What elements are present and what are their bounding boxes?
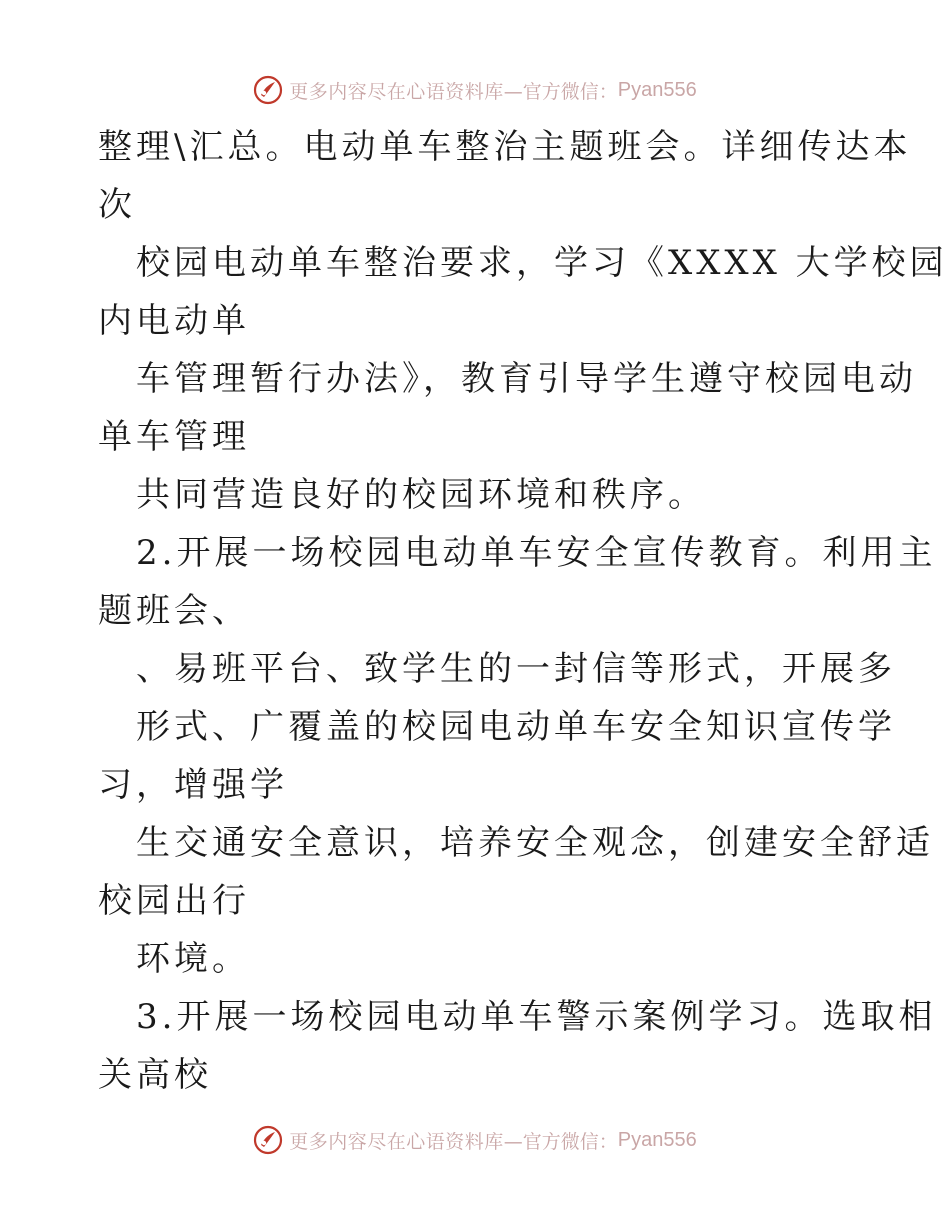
body-line: 整理\汇总。电动单车整治主题班会。详细传达本 bbox=[98, 127, 912, 167]
footer-banner-wechat-id: Pyan556 bbox=[617, 1128, 697, 1151]
footer-watermark-banner bbox=[0, 1120, 950, 1160]
header-watermark-banner bbox=[0, 70, 950, 110]
body-line: 习，增强学 bbox=[98, 765, 288, 805]
body-line: 校园出行 bbox=[98, 881, 250, 921]
header-banner-wechat-id: Pyan556 bbox=[617, 78, 697, 101]
body-line: 关高校 bbox=[98, 1055, 212, 1095]
brand-logo-icon bbox=[253, 1125, 283, 1155]
footer-banner-separator: —官方微信： bbox=[503, 1130, 618, 1153]
body-line: 形式、广覆盖的校园电动单车安全知识宣传学 bbox=[136, 707, 896, 747]
body-line: 3.开展一场校园电动单车警示案例学习。选取相 bbox=[136, 997, 937, 1037]
body-line: 校园电动单车整治要求，学习《XXXX 大学校园 bbox=[136, 243, 948, 283]
body-line: 车管理暂行办法》，教育引导学生遵守校园电动 bbox=[136, 359, 917, 399]
body-line: 、易班平台、致学生的一封信等形式，开展多 bbox=[136, 649, 896, 689]
brand-logo-icon bbox=[253, 75, 283, 105]
body-line: 单车管理 bbox=[98, 417, 250, 457]
header-banner-text: 更多内容尽在心语资料库 bbox=[289, 80, 504, 103]
body-line: 共同营造良好的校园环境和秩序。 bbox=[136, 475, 706, 515]
document-body bbox=[98, 118, 948, 1104]
footer-banner-text: 更多内容尽在心语资料库 bbox=[289, 1130, 504, 1153]
header-banner-separator: —官方微信： bbox=[503, 80, 618, 103]
body-line: 题班会、 bbox=[98, 591, 250, 631]
body-line: 2.开展一场校园电动单车安全宣传教育。利用主 bbox=[136, 533, 937, 573]
body-line: 次 bbox=[98, 185, 136, 225]
body-line: 内电动单 bbox=[98, 301, 250, 341]
body-line: 生交通安全意识，培养安全观念，创建安全舒适 bbox=[136, 823, 934, 863]
body-line: 环境。 bbox=[136, 939, 250, 979]
